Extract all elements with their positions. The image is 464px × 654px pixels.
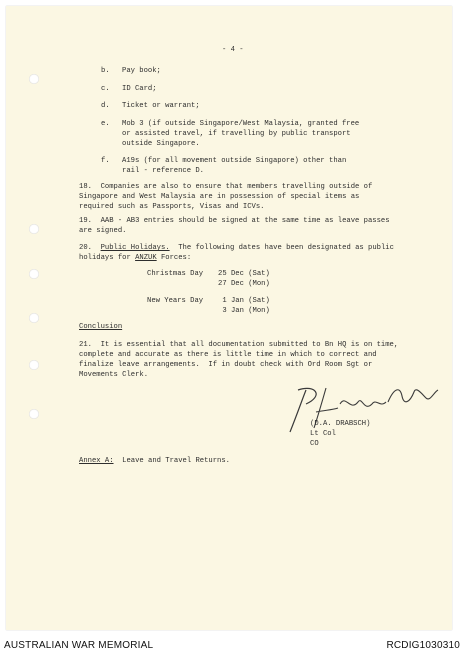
- paragraph-21: 21. It is essential that all documentation submitted to Bn HQ is on time,: [79, 341, 399, 349]
- paragraph-19: are signed.: [79, 227, 127, 235]
- annex-label: Annex A:: [79, 457, 114, 465]
- paragraph-20: holidays for ANZUK Forces:: [79, 254, 192, 262]
- punch-hole: [29, 409, 39, 419]
- signatory-rank: Lt Col: [310, 430, 336, 438]
- punch-hole: [29, 269, 39, 279]
- item-text: Ticket or warrant;: [122, 102, 200, 110]
- page-number: - 4 -: [222, 46, 244, 54]
- item-text: outside Singapore.: [122, 140, 200, 148]
- annex-reference: Annex A: Leave and Travel Returns.: [79, 457, 230, 465]
- holiday-date: 1 Jan (Sat): [218, 297, 270, 305]
- holiday-date: 27 Dec (Mon): [218, 280, 270, 288]
- item-text: or assisted travel, if travelling by public transport: [122, 130, 351, 138]
- paragraph-21: complete and accurate as there is little time in which to correct and: [79, 351, 377, 359]
- paragraph-21: Movements Clerk.: [79, 371, 149, 379]
- item-text: rail - reference D.: [122, 167, 204, 175]
- item-text: Mob 3 (if outside Singapore/West Malaysia, granted free: [122, 120, 360, 128]
- item-letter: c.: [101, 85, 110, 93]
- holiday-name: New Years Day: [147, 297, 204, 305]
- holiday-date: 25 Dec (Sat): [218, 270, 270, 278]
- signatory-name: (D.A. DRABSCH): [310, 420, 371, 428]
- paragraph-18: required such as Passports, Visas and ICVs.: [79, 203, 265, 211]
- punch-hole: [29, 74, 39, 84]
- footer-reference: RCDIG1030310: [386, 640, 460, 651]
- item-letter: e.: [101, 120, 110, 128]
- paragraph-21: finalize leave arrangements. If in doubt check with Ord Room Sgt or: [79, 361, 373, 369]
- item-letter: d.: [101, 102, 110, 110]
- punch-hole: [29, 360, 39, 370]
- document-page: [6, 6, 452, 630]
- item-text: Pay book;: [122, 67, 161, 75]
- holiday-date: 3 Jan (Mon): [218, 307, 270, 315]
- item-text: A19s (for all movement outside Singapore) other than: [122, 157, 347, 165]
- punch-hole: [29, 224, 39, 234]
- paragraph-19: 19. AAB - AB3 entries should be signed at the same time as leave passes: [79, 217, 390, 225]
- paragraph-20: 20. Public Holidays. The following dates have been designated as public: [79, 244, 394, 252]
- item-letter: b.: [101, 67, 110, 75]
- paragraph-18: Singapore and West Malaysia are in possession of special items as: [79, 193, 360, 201]
- handwritten-signature: [276, 382, 444, 442]
- item-letter: f.: [101, 157, 110, 165]
- holiday-name: Christmas Day: [147, 270, 204, 278]
- item-text: ID Card;: [122, 85, 157, 93]
- conclusion-heading: Conclusion: [79, 323, 123, 331]
- footer-source: AUSTRALIAN WAR MEMORIAL: [4, 640, 154, 651]
- punch-hole: [29, 313, 39, 323]
- signatory-title: CO: [310, 440, 319, 448]
- paragraph-18: 18. Companies are also to ensure that members travelling outside of: [79, 183, 373, 191]
- public-holidays-heading: Public Holidays.: [100, 244, 170, 252]
